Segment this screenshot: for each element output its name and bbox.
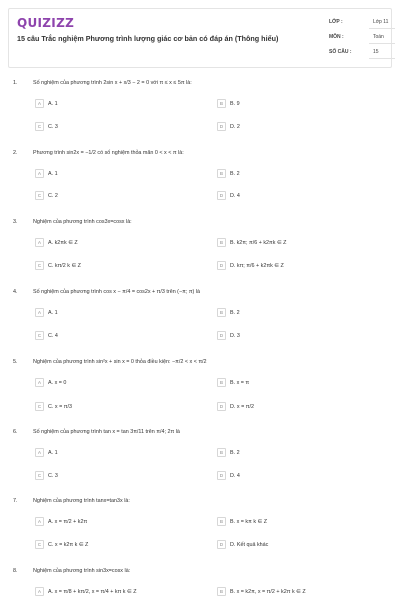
option-key: D: [217, 540, 226, 549]
class-value: Lớp 11: [373, 19, 389, 25]
option-key: D: [217, 331, 226, 340]
option-text: B. 2: [230, 170, 240, 177]
option-b[interactable]: [217, 99, 240, 108]
option-key: C: [35, 402, 44, 411]
option-text: C. kπ/2 k ∈ Z: [48, 262, 81, 269]
option-key: D: [217, 402, 226, 411]
option-key: B: [217, 169, 226, 178]
class-label: LỚP :: [329, 19, 343, 25]
subject-label: MÔN :: [329, 34, 344, 40]
option-b[interactable]: [217, 587, 306, 596]
option-text: D. 4: [230, 472, 240, 479]
class-underline: [369, 28, 395, 29]
option-a[interactable]: [35, 517, 87, 526]
question-number: 4.: [13, 289, 18, 295]
option-a[interactable]: [35, 238, 78, 247]
option-d[interactable]: [217, 540, 268, 549]
option-key: C: [35, 331, 44, 340]
option-c[interactable]: [35, 191, 58, 200]
option-key: C: [35, 122, 44, 131]
option-text: D. Kết quả khác: [230, 541, 269, 548]
option-key: B: [217, 308, 226, 317]
option-text: C. 2: [48, 192, 58, 199]
option-c[interactable]: [35, 122, 58, 131]
question-number: 8.: [13, 568, 18, 574]
option-text: B. x = k2π, x = π/2 + k2π k ∈ Z: [230, 588, 306, 595]
option-key: A: [35, 238, 44, 247]
count-label: SỐ CÂU :: [329, 49, 352, 55]
option-key: C: [35, 540, 44, 549]
header-panel: [8, 8, 392, 68]
option-text: C. 3: [48, 472, 58, 479]
option-key: A: [35, 378, 44, 387]
option-text: A. x = 0: [48, 379, 67, 386]
option-text: B. 2: [230, 449, 240, 456]
option-text: A. 1: [48, 170, 58, 177]
option-text: C. x = π/3: [48, 403, 72, 410]
option-key: B: [217, 448, 226, 457]
option-key: C: [35, 261, 44, 270]
option-text: A. 1: [48, 449, 58, 456]
option-text: B. x = kπ k ∈ Z: [230, 518, 268, 525]
option-key: A: [35, 448, 44, 457]
question-number: 1.: [13, 80, 18, 86]
option-text: A. 1: [48, 100, 58, 107]
option-d[interactable]: [217, 191, 240, 200]
option-text: C. 3: [48, 123, 58, 130]
option-text: A. x = π/8 + kπ/2, x = π/4 + kπ k ∈ Z: [48, 588, 137, 595]
meta-subject-row: [329, 31, 395, 46]
option-key: D: [217, 261, 226, 270]
option-d[interactable]: [217, 402, 254, 411]
option-key: C: [35, 471, 44, 480]
option-key: A: [35, 169, 44, 178]
option-b[interactable]: [217, 517, 267, 526]
count-value: 15: [373, 49, 379, 55]
meta-info: [329, 16, 395, 61]
option-text: C. x = k2π k ∈ Z: [48, 541, 89, 548]
option-text: D. x = π/2: [230, 403, 254, 410]
option-text: D. 3: [230, 332, 240, 339]
question-text: Số nghiệm của phương trình 2sin x + x/3 − 2 = 0 với π ≤ x ≤ 5π là:: [33, 80, 192, 86]
option-text: A. 1: [48, 309, 58, 316]
option-b[interactable]: [217, 169, 240, 178]
option-key: C: [35, 191, 44, 200]
option-text: D. 2: [230, 123, 240, 130]
question-number: 3.: [13, 219, 18, 225]
meta-count-row: [329, 46, 395, 61]
option-key: A: [35, 99, 44, 108]
option-key: D: [217, 471, 226, 480]
option-text: A. k2πk ∈ Z: [48, 239, 78, 246]
option-key: B: [217, 378, 226, 387]
option-key: A: [35, 517, 44, 526]
question-text: Nghiệm của phương trình cos3x=cosx là:: [33, 219, 132, 225]
subject-value: Toán: [373, 34, 384, 40]
option-key: A: [35, 308, 44, 317]
option-c[interactable]: [35, 261, 81, 270]
option-c[interactable]: [35, 331, 58, 340]
option-d[interactable]: [217, 471, 240, 480]
option-d[interactable]: [217, 331, 240, 340]
question-number: 6.: [13, 429, 18, 435]
option-a[interactable]: [35, 378, 66, 387]
option-b[interactable]: [217, 238, 286, 247]
question-text: Số nghiệm của phương trình cos x − π/4 = cos2x + π/3 trên (−π; π) là: [33, 289, 201, 295]
option-text: B. k2π; π/6 + k2πk ∈ Z: [230, 239, 287, 246]
option-b[interactable]: [217, 378, 249, 387]
count-underline: [369, 58, 395, 59]
question-text: Nghiệm của phương trình tanx=tan3x là:: [33, 498, 130, 504]
option-text: C. 4: [48, 332, 58, 339]
question-text: Nghiệm của phương trình sin²x + sin x = 0 thỏa điều kiện: −π/2 < x < π/2: [33, 359, 207, 365]
question-text: Nghiệm của phương trình sin3x=cosx là:: [33, 568, 131, 574]
subject-underline: [369, 43, 395, 44]
meta-class-row: [329, 16, 395, 31]
option-text: D. kπ; π/6 + k2πk ∈ Z: [230, 262, 284, 269]
option-key: A: [35, 587, 44, 596]
option-c[interactable]: [35, 540, 88, 549]
option-text: B. x = π: [230, 379, 250, 386]
option-key: B: [217, 238, 226, 247]
quizizz-logo: QUIZIZZ: [17, 16, 75, 30]
option-b[interactable]: [217, 308, 240, 317]
option-a[interactable]: [35, 99, 58, 108]
question-number: 5.: [13, 359, 18, 365]
option-key: B: [217, 587, 226, 596]
option-c[interactable]: [35, 471, 58, 480]
option-d[interactable]: [217, 261, 284, 270]
option-a[interactable]: [35, 587, 136, 596]
page-title: 15 câu Trắc nghiệm Phương trình lượng giác cơ bản có đáp án (Thông hiểu): [17, 34, 279, 43]
option-text: A. x = π/2 + k2π: [48, 518, 88, 525]
option-key: B: [217, 99, 226, 108]
option-a[interactable]: [35, 308, 58, 317]
option-key: D: [217, 122, 226, 131]
question-number: 7.: [13, 498, 18, 504]
option-d[interactable]: [217, 122, 240, 131]
question-text: Phương trình sin2x = −1/2 có số nghiệm thỏa mãn 0 < x < π là:: [33, 150, 184, 156]
option-c[interactable]: [35, 402, 72, 411]
option-text: D. 4: [230, 192, 240, 199]
option-key: D: [217, 191, 226, 200]
question-number: 2.: [13, 150, 18, 156]
option-b[interactable]: [217, 448, 240, 457]
option-key: B: [217, 517, 226, 526]
question-text: Số nghiệm của phương trình tan x = tan 3π/11 trên π/4; 2π là: [33, 429, 180, 435]
option-text: B. 9: [230, 100, 240, 107]
option-a[interactable]: [35, 448, 58, 457]
option-text: B. 2: [230, 309, 240, 316]
option-a[interactable]: [35, 169, 58, 178]
